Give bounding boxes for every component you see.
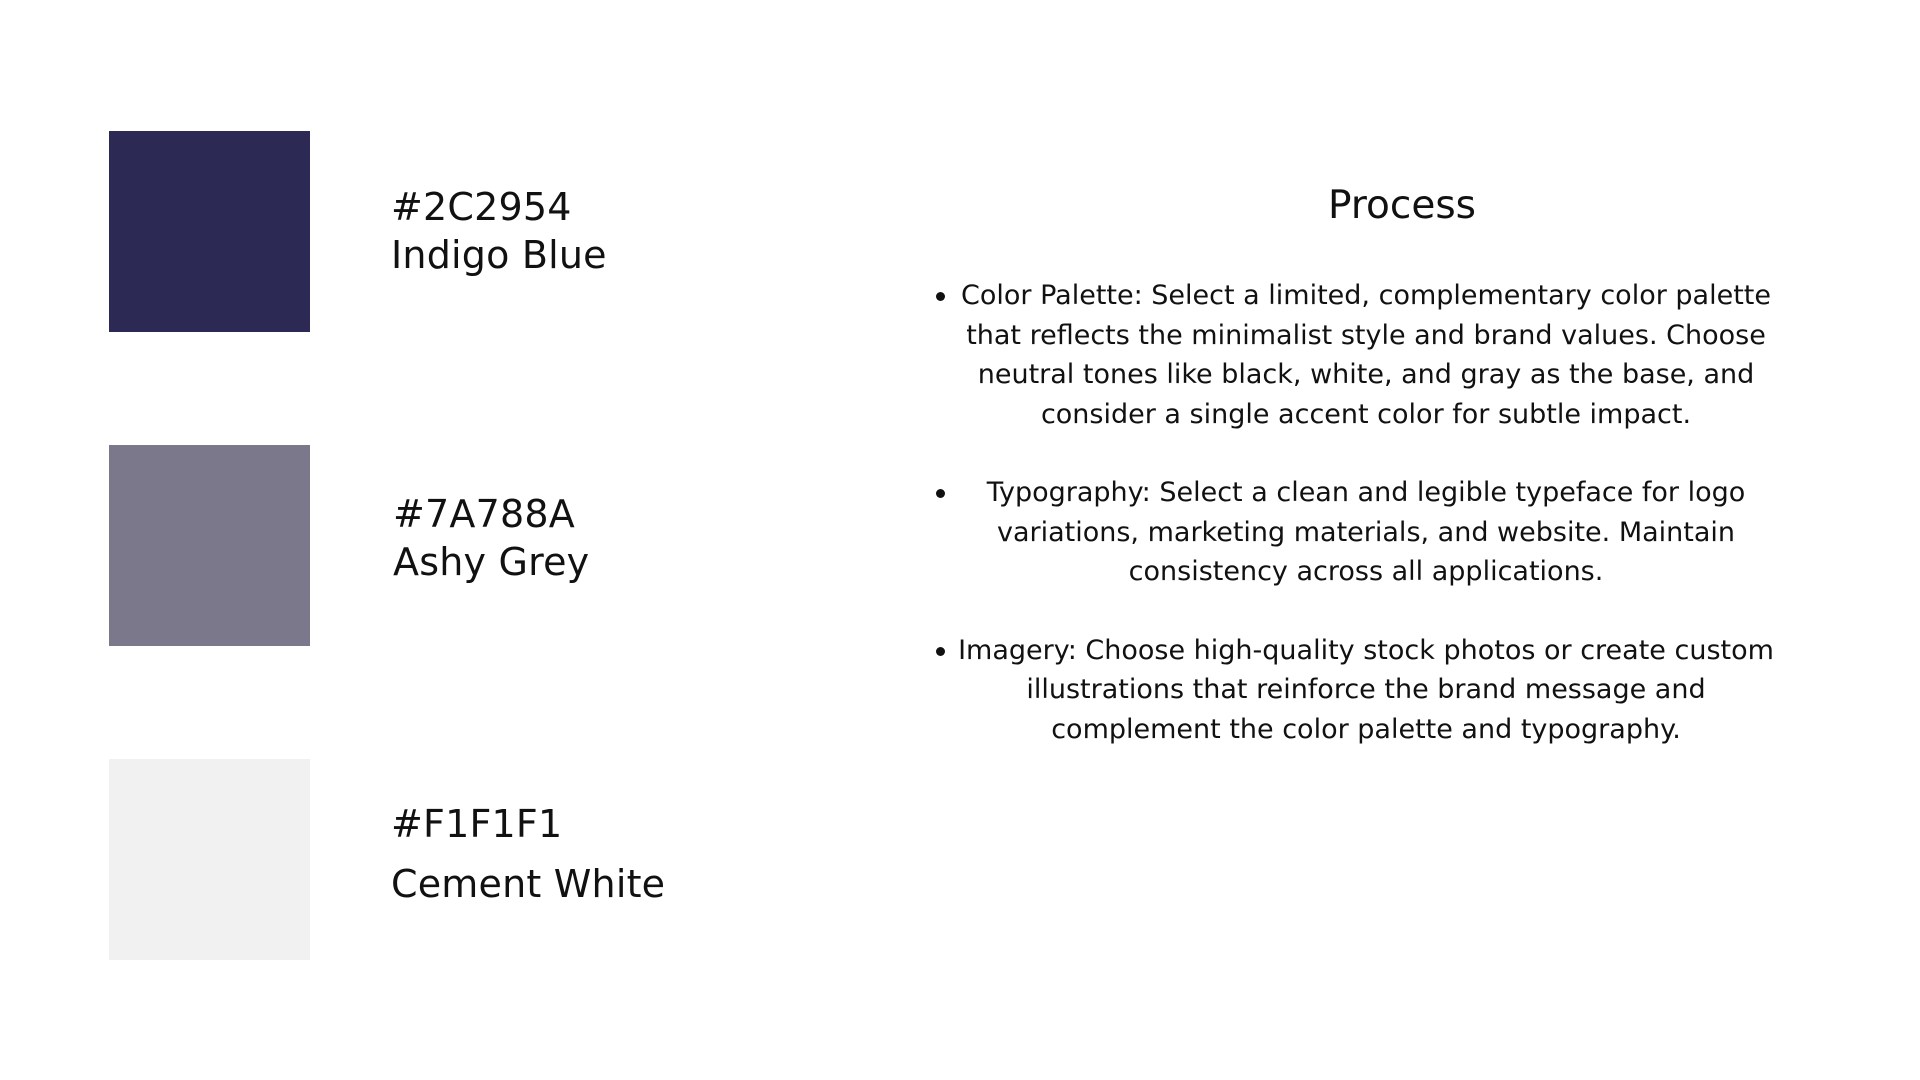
cement-white-label [391,800,665,908]
swatch-name: Ashy Grey [393,540,590,584]
indigo-blue-swatch [109,131,310,332]
cement-white-swatch [109,759,310,960]
bullet-icon [936,292,945,301]
process-item-text: Imagery: Choose high-quality stock photos or create custom illustrations that reinforce the brand message and complement the color palette and typography. [958,634,1774,745]
bullet-icon [936,489,945,498]
process-item-imagery [920,631,1820,750]
ashy-grey-label [393,490,589,586]
process-section [920,180,1820,788]
bullet-icon [936,647,945,656]
ashy-grey-swatch [109,445,310,646]
swatch-hex: #F1F1F1 [391,802,563,846]
process-item-text: Color Palette: Select a limited, complementary color palette that reflects the minimalist style and brand values. Choose neutral tones like black, white, and gray as the base, and consider a single accent color for subtle impact. [961,280,1771,430]
indigo-blue-label [391,183,607,279]
swatch-name: Indigo Blue [391,233,607,277]
process-item-color-palette [920,276,1820,434]
process-item-text: Typography: Select a clean and legible typeface for logo variations, marketing materials, and website. Maintain consistency across all applications. [986,477,1746,587]
process-list [920,276,1820,749]
swatch-hex: #7A788A [393,492,575,536]
swatch-name: Cement White [391,862,666,906]
swatch-hex: #2C2954 [391,185,572,229]
process-item-typography [920,473,1820,592]
process-title: Process [1328,183,1476,228]
